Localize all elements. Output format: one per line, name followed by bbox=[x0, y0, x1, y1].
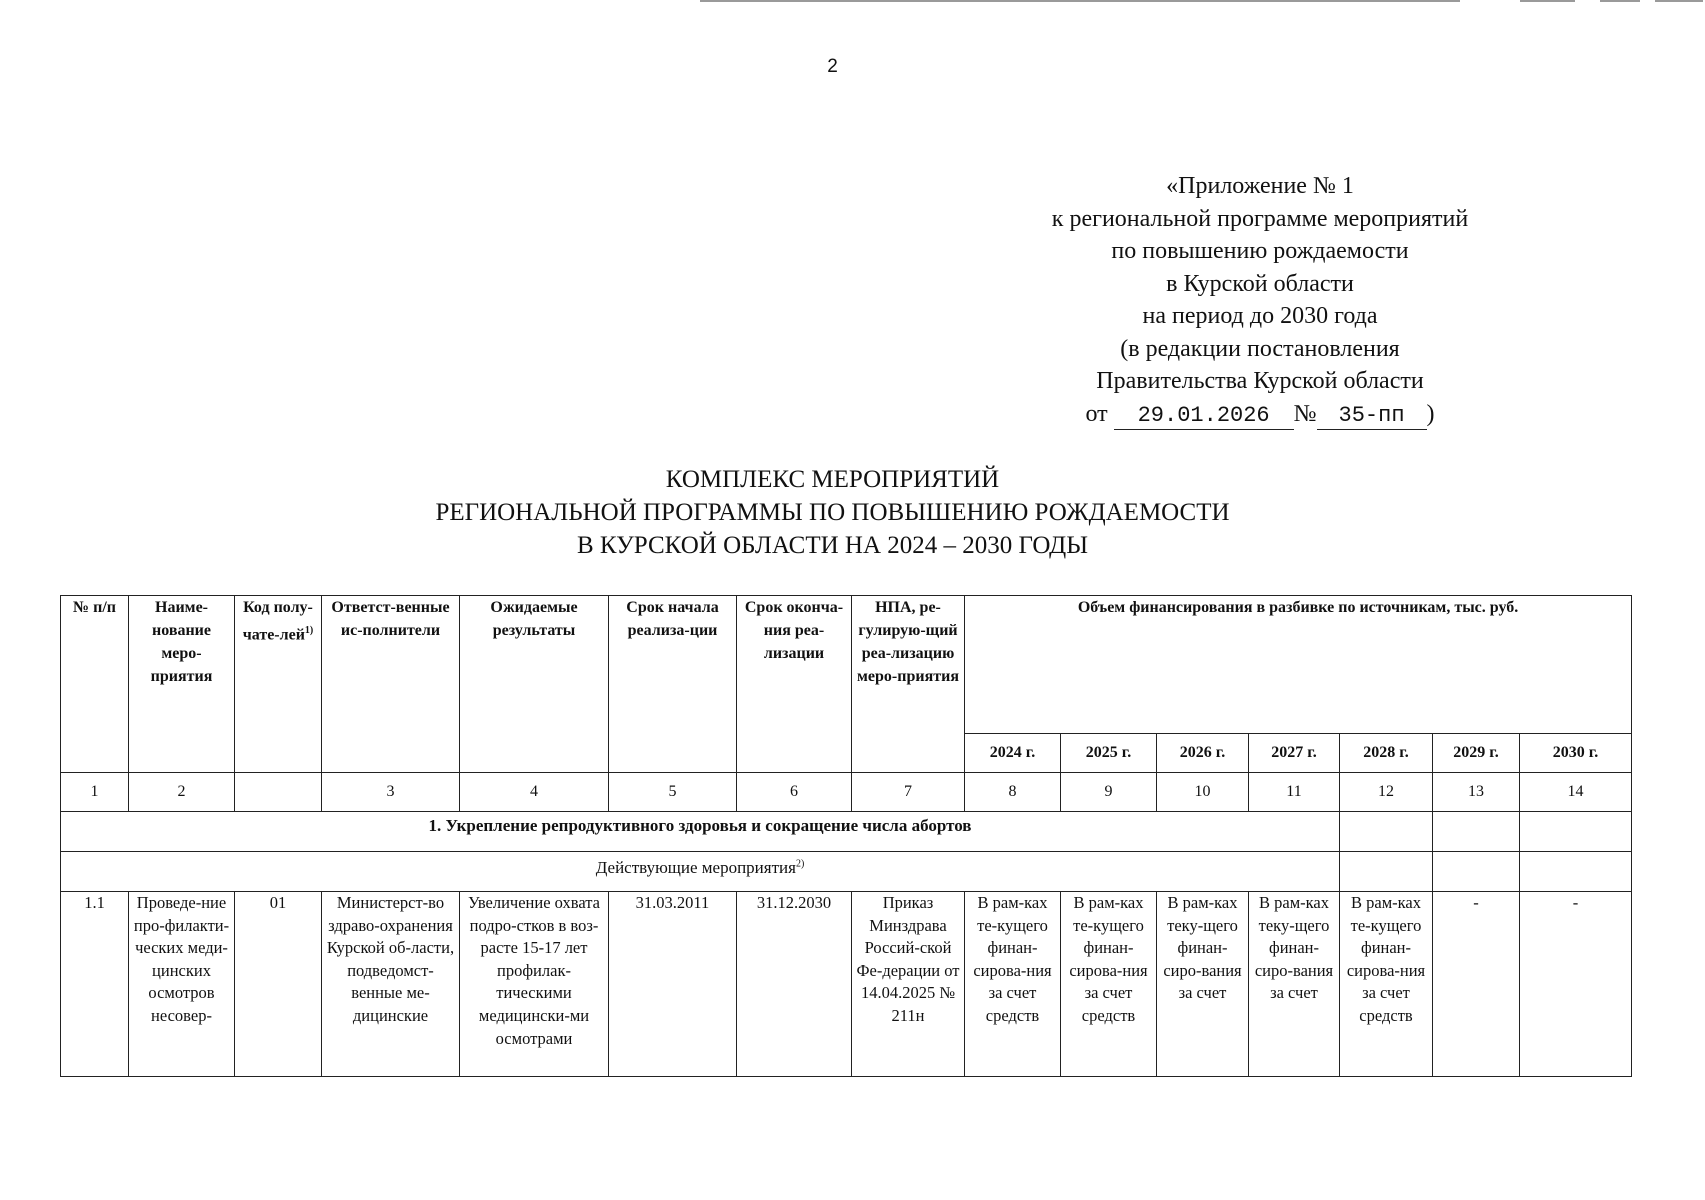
subsection-title bbox=[61, 852, 1340, 892]
year-header: 2025 г. bbox=[1061, 734, 1157, 773]
column-number: 5 bbox=[609, 773, 737, 812]
scan-edge-line bbox=[1655, 0, 1703, 2]
header-code bbox=[235, 596, 322, 773]
column-number: 11 bbox=[1249, 773, 1340, 812]
column-numbers-row bbox=[61, 773, 1632, 812]
regulatory-act: Приказ Минздрава Россий-ской Фе-дерации от 14.04.2025 № 211н bbox=[852, 892, 965, 1077]
appendix-line: по повышению рождаемости bbox=[1111, 238, 1409, 264]
subsection-text: Действующие мероприятия bbox=[595, 858, 796, 877]
expected-results: Увеличение охвата подро-стков в воз-расте 15-17 лет профилак-тическими медицински-ми осмотрами bbox=[460, 892, 609, 1077]
column-number: 6 bbox=[737, 773, 852, 812]
subsection-row bbox=[61, 852, 1632, 892]
measure-name: Проведе-ние про-филакти-ческих меди-цинских осмотров несовер- bbox=[129, 892, 235, 1077]
footnote-marker: 1) bbox=[304, 625, 314, 636]
empty-cell bbox=[1520, 812, 1632, 852]
year-header: 2026 г. bbox=[1157, 734, 1249, 773]
responsible-executors: Министерст-во здраво-охранения Курской об-ласти, подведомст-венные ме-дицинские bbox=[322, 892, 460, 1077]
header-results: Ожидаемые результаты bbox=[460, 596, 609, 773]
year-header: 2029 г. bbox=[1433, 734, 1520, 773]
column-number: 12 bbox=[1340, 773, 1433, 812]
appendix-line: в Курской области bbox=[1166, 270, 1354, 297]
appendix-line: «Приложение № 1 bbox=[1166, 173, 1354, 199]
measures-table bbox=[60, 595, 1632, 1077]
date-prefix: от bbox=[1085, 400, 1108, 427]
column-number: 1 bbox=[61, 773, 129, 812]
title-line: КОМПЛЕКС МЕРОПРИЯТИЙ bbox=[665, 466, 1000, 493]
header-name: Наиме-нование меро-приятия bbox=[129, 596, 235, 773]
appendix-line: к региональной программе мероприятий bbox=[1051, 205, 1469, 232]
year-header: 2027 г. bbox=[1249, 734, 1340, 773]
empty-cell bbox=[1433, 812, 1520, 852]
header-npa: НПА, ре-гулирую-щий реа-лизацию меро-приятия bbox=[852, 596, 965, 773]
year-header: 2028 г. bbox=[1340, 734, 1433, 773]
recipient-code: 01 bbox=[235, 892, 322, 1077]
funding-2026: В рам-ках теку-щего финан-сиро-вания за счет bbox=[1157, 892, 1249, 1077]
column-number: 3 bbox=[322, 773, 460, 812]
appendix-date-line bbox=[1010, 398, 1510, 431]
resolution-number: 35-пп bbox=[1317, 403, 1427, 430]
header-executors: Ответст-венные ис-полнители bbox=[322, 596, 460, 773]
empty-cell bbox=[1520, 852, 1632, 892]
appendix-line: на период до 2030 года bbox=[1142, 303, 1378, 329]
end-date: 31.12.2030 bbox=[737, 892, 852, 1077]
header-start: Срок начала реализа-ции bbox=[609, 596, 737, 773]
closing-paren: ) bbox=[1426, 400, 1435, 427]
column-number bbox=[235, 773, 322, 812]
empty-cell bbox=[1340, 852, 1433, 892]
header-end: Срок оконча-ния реа-лизации bbox=[737, 596, 852, 773]
funding-2027: В рам-ках теку-щего финан-сиро-вания за счет bbox=[1249, 892, 1340, 1077]
empty-cell bbox=[1433, 852, 1520, 892]
appendix-line: (в редакции постановления bbox=[1120, 335, 1400, 362]
column-number: 8 bbox=[965, 773, 1061, 812]
header-num: № п/п bbox=[61, 596, 129, 773]
scan-edge-line bbox=[700, 0, 1460, 2]
funding-2029: - bbox=[1433, 892, 1520, 1077]
funding-2025: В рам-ках те-кущего финан-сирова-ния за счет средств bbox=[1061, 892, 1157, 1077]
empty-cell bbox=[1340, 812, 1433, 852]
section-row bbox=[61, 812, 1632, 852]
header-row bbox=[61, 596, 1632, 734]
table-row bbox=[61, 892, 1632, 1077]
page-number: 2 bbox=[827, 56, 838, 77]
scan-edge-line bbox=[1600, 0, 1640, 2]
funding-2024: В рам-ках те-кущего финан-сирова-ния за счет средств bbox=[965, 892, 1061, 1077]
section-title: 1. Укрепление репродуктивного здоровья и сокращение числа абортов bbox=[61, 812, 1340, 852]
column-number: 13 bbox=[1433, 773, 1520, 812]
funding-2028: В рам-ках те-кущего финан-сирова-ния за счет средств bbox=[1340, 892, 1433, 1077]
resolution-date: 29.01.2026 bbox=[1114, 403, 1294, 430]
title-line: В КУРСКОЙ ОБЛАСТИ НА 2024 – 2030 ГОДЫ bbox=[577, 532, 1088, 559]
funding-2030: - bbox=[1520, 892, 1632, 1077]
footnote-marker: 2) bbox=[795, 858, 805, 870]
row-number: 1.1 bbox=[61, 892, 129, 1077]
column-number: 2 bbox=[129, 773, 235, 812]
scan-edge-line bbox=[1520, 0, 1575, 2]
column-number: 10 bbox=[1157, 773, 1249, 812]
appendix-header bbox=[1010, 170, 1510, 430]
start-date: 31.03.2011 bbox=[609, 892, 737, 1077]
column-number: 4 bbox=[460, 773, 609, 812]
year-header: 2030 г. bbox=[1520, 734, 1632, 773]
header-funding: Объем финансирования в разбивке по источникам, тыс. руб. bbox=[965, 596, 1632, 734]
title-line: РЕГИОНАЛЬНОЙ ПРОГРАММЫ ПО ПОВЫШЕНИЮ РОЖДАЕМОСТИ bbox=[435, 499, 1230, 526]
column-number: 14 bbox=[1520, 773, 1632, 812]
column-number: 9 bbox=[1061, 773, 1157, 812]
document-title bbox=[0, 463, 1665, 562]
number-prefix: № bbox=[1293, 400, 1317, 427]
column-number: 7 bbox=[852, 773, 965, 812]
year-header: 2024 г. bbox=[965, 734, 1061, 773]
header-code-text: Код полу-чате-лей bbox=[242, 599, 313, 644]
appendix-line: Правительства Курской области bbox=[1096, 368, 1424, 394]
